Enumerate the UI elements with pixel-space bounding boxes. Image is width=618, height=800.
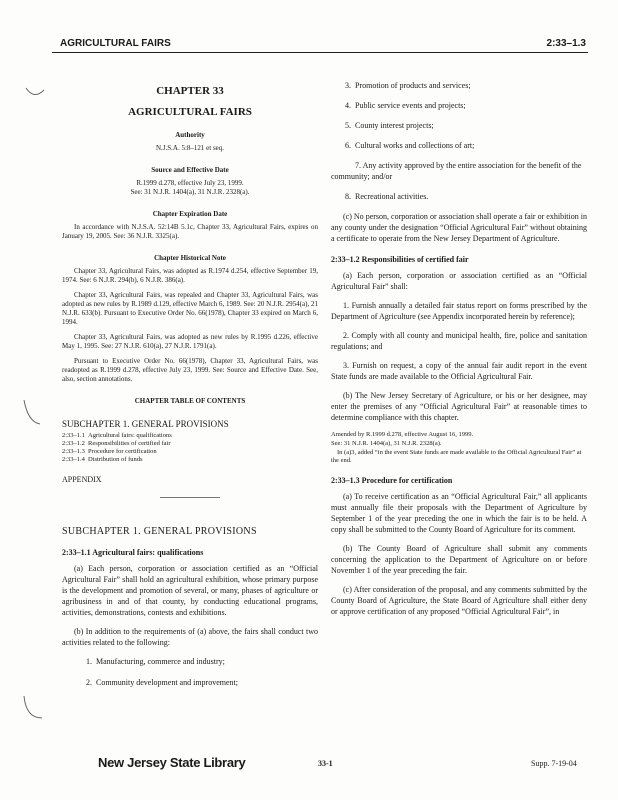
section-paragraph: (a) Each person, corporation or association certified as an “Official Agricultural Fair” shall: [331, 271, 587, 291]
source-heading: Source and Effective Date [151, 166, 229, 174]
list-item-number: 5. [345, 121, 351, 130]
amendment-note: Amended by R.1999 d.278, effective August 16, 1999. [331, 431, 474, 438]
list-item-number: 4. [345, 101, 351, 110]
list-item-text: Manufacturing, commerce and industry; [96, 657, 225, 666]
section-divider [160, 497, 220, 498]
list-item [331, 160, 587, 182]
toc-title: CHAPTER TABLE OF CONTENTS [134, 397, 246, 405]
toc-entry-number: 2:33–1.4 [62, 456, 85, 463]
list-item [62, 656, 318, 667]
section-heading: 2:33–1.1 Agricultural fairs: qualifications [62, 548, 204, 557]
toc-list [62, 432, 318, 464]
list-item-number: 2. [86, 678, 92, 687]
subchapter-heading: SUBCHAPTER 1. GENERAL PROVISIONS [62, 526, 257, 537]
list-item-text: Furnish on request, a copy of the annual fair audit report in the event State funds are made available to the Official Agricultural Fair. [331, 361, 588, 381]
section-paragraph: (a) To receive certification as an “Official Agricultural Fair,” all applicants must annually file their proposals with the Department of Agriculture by September 1 of the year preceding the one in which the fair is to be held. A copy shall be submitted to the County Board of Agriculture for its comment. [331, 492, 587, 534]
toc-subchapter: SUBCHAPTER 1. GENERAL PROVISIONS [62, 419, 229, 429]
punch-hole-mark [24, 84, 46, 102]
left-column [62, 80, 318, 698]
section-paragraph: (a) Each person, corporation or association certified as an “Official Agricultural Fair” shall hold an agricultural exhibition, whose primary purpose is the development and promotion of several, or many, phases of agriculture or agribusiness in and of that county, by conducting educational programs, activities, demonstrations, contests and exhibitions. [62, 564, 318, 617]
authority-heading: Authority [175, 131, 205, 139]
header-section-number: 2:33–1.3 [546, 38, 586, 49]
history-paragraph: Chapter 33, Agricultural Fairs, was adopted as new rules by R.1995 d.226, effective May 1, 1995. See: 27 N.J.R. 610(a), 27 N.J.R. 1791(a). [62, 333, 318, 350]
header-title: AGRICULTURAL FAIRS [60, 38, 171, 49]
library-stamp: New Jersey State Library [98, 755, 246, 770]
toc-entry [62, 432, 318, 440]
page-footer [0, 753, 618, 775]
source-line: R.1999 d.278, effective July 23, 1999. [136, 179, 244, 187]
source-line: See: 31 N.J.R. 1404(a), 31 N.J.R. 2328(a). [130, 188, 250, 196]
toc-entry-label: Responsibilities of certified fair [88, 440, 171, 447]
right-column [331, 80, 587, 625]
list-item-text: Recreational activities. [355, 192, 429, 201]
list-item-number: 7. [355, 161, 361, 170]
punch-hole-mark [20, 694, 44, 724]
expiration-text: In accordance with N.J.S.A. 52:14B 5.1c, Chapter 33, Agricultural Fairs, expires on January 19, 2005. See: 36 N.J.R. 3325(a). [62, 223, 318, 240]
list-item [331, 80, 587, 91]
toc-entry-number: 2:33–1.2 [62, 440, 85, 447]
list-item-text: Cultural works and collections of art; [355, 141, 475, 150]
amendment-note: See: 31 N.J.R. 1404(a), 31 N.J.R. 2328(a). [331, 440, 442, 447]
section-heading: 2:33–1.2 Responsibilities of certified fair [331, 255, 469, 264]
authority-text: N.J.S.A. 5:8–121 et seq. [155, 144, 225, 152]
toc-entry [62, 456, 318, 464]
list-item [331, 191, 587, 202]
section-paragraph: (c) No person, corporation or association shall operate a fair or exhibition in any county under the designation “Official Agricultural Fair” without obtaining a certificate to operate from the New Jersey Department of Agriculture. [331, 212, 587, 243]
toc-entry-label: Distribution of funds [88, 456, 143, 463]
section-heading: 2:33–1.3 Procedure for certification [331, 476, 453, 485]
list-item-number: 6. [345, 141, 351, 150]
history-paragraph: Pursuant to Executive Order No. 66(1978), Chapter 33, Agricultural Fairs, was readopted as R.1999 d.278, effective July 23, 1999. See: Source and Effective Date. See, also, section annotations. [62, 357, 318, 383]
list-item-text: Furnish annually a detailed fair status report on forms prescribed by the Department of Agriculture (see Appendix incorporated herein by reference); [331, 301, 588, 321]
toc-appendix: APPENDIX [62, 475, 102, 484]
list-item [331, 100, 587, 111]
history-paragraph: Chapter 33, Agricultural Fairs, was adopted as R.1974 d.254, effective September 19, 1974. See: 6 N.J.R. 294(b), 6 N.J.R. 386(a). [62, 267, 318, 284]
toc-entry [62, 448, 318, 456]
list-item [331, 330, 587, 352]
list-item-number: 2. [343, 331, 349, 340]
history-paragraph: Chapter 33, Agricultural Fairs, was repealed and Chapter 33, Agricultural Fairs, was adopted as new rules by R.1989 d.129, effective March 6, 1989. See: 20 N.J.R. 2954(a), 21 N.J.R. 633(b). Pursuant to Executive Order No. 66(1978), Chapter 33 expired on March 6, 1994. [62, 291, 318, 326]
running-header [52, 36, 586, 50]
list-item-text: Community development and improvement; [96, 678, 238, 687]
amendment-note: In (a)3, added “in the event State funds are made available to the Official Agricultural Fair” at the end. [331, 449, 582, 464]
list-item-number: 1. [343, 301, 349, 310]
list-item-text: County interest projects; [355, 121, 434, 130]
list-item-number: 3. [345, 81, 351, 90]
list-item-text: Public service events and projects; [355, 101, 466, 110]
chapter-number: CHAPTER 33 [156, 85, 224, 97]
page-number: 33-1 [318, 759, 333, 768]
list-item [331, 300, 587, 322]
history-heading: Chapter Historical Note [154, 254, 226, 262]
list-item-number: 1. [86, 657, 92, 666]
section-paragraph: (b) In addition to the requirements of (a) above, the fairs shall conduct two activities related to the following: [62, 627, 318, 647]
list-item [62, 677, 318, 688]
toc-entry-number: 2:33–1.1 [62, 432, 85, 439]
list-item-text: Any activity approved by the entire association for the benefit of the community; and/or [331, 161, 582, 181]
chapter-title: AGRICULTURAL FAIRS [128, 106, 252, 118]
toc-entry-label: Agricultural fairs: qualifications [88, 432, 172, 439]
list-item-number: 8. [345, 192, 351, 201]
toc-entry-label: Procedure for certification [88, 448, 157, 455]
punch-hole-mark [20, 398, 42, 428]
list-item [331, 360, 587, 382]
section-paragraph: (c) After consideration of the proposal, and any comments submitted by the County Board of Agriculture, the State Board of Agriculture shall either deny or approve certification of any proposed “Official Agricultural Fair”, in [331, 585, 587, 616]
section-paragraph: (b) The County Board of Agriculture shall submit any comments concerning the application to the Department of Agriculture on or before November 1 of the year preceding the fair. [331, 544, 587, 575]
list-item-text: Comply with all county and municipal health, fire, police and sanitation regulations; and [331, 331, 587, 351]
expiration-heading: Chapter Expiration Date [152, 210, 228, 218]
list-item [331, 140, 587, 151]
list-item [331, 120, 587, 131]
supplement-date: Supp. 7-19-04 [531, 759, 577, 768]
toc-entry [62, 440, 318, 448]
header-rule [52, 52, 588, 53]
list-item-number: 3. [343, 361, 349, 370]
toc-entry-number: 2:33–1.3 [62, 448, 85, 455]
section-paragraph: (b) The New Jersey Secretary of Agriculture, or his or her designee, may enter the premises of any “Official Agricultural Fair” at reasonable times to determine compliance with this chapter. [331, 391, 587, 422]
list-item-text: Promotion of products and services; [355, 81, 471, 90]
